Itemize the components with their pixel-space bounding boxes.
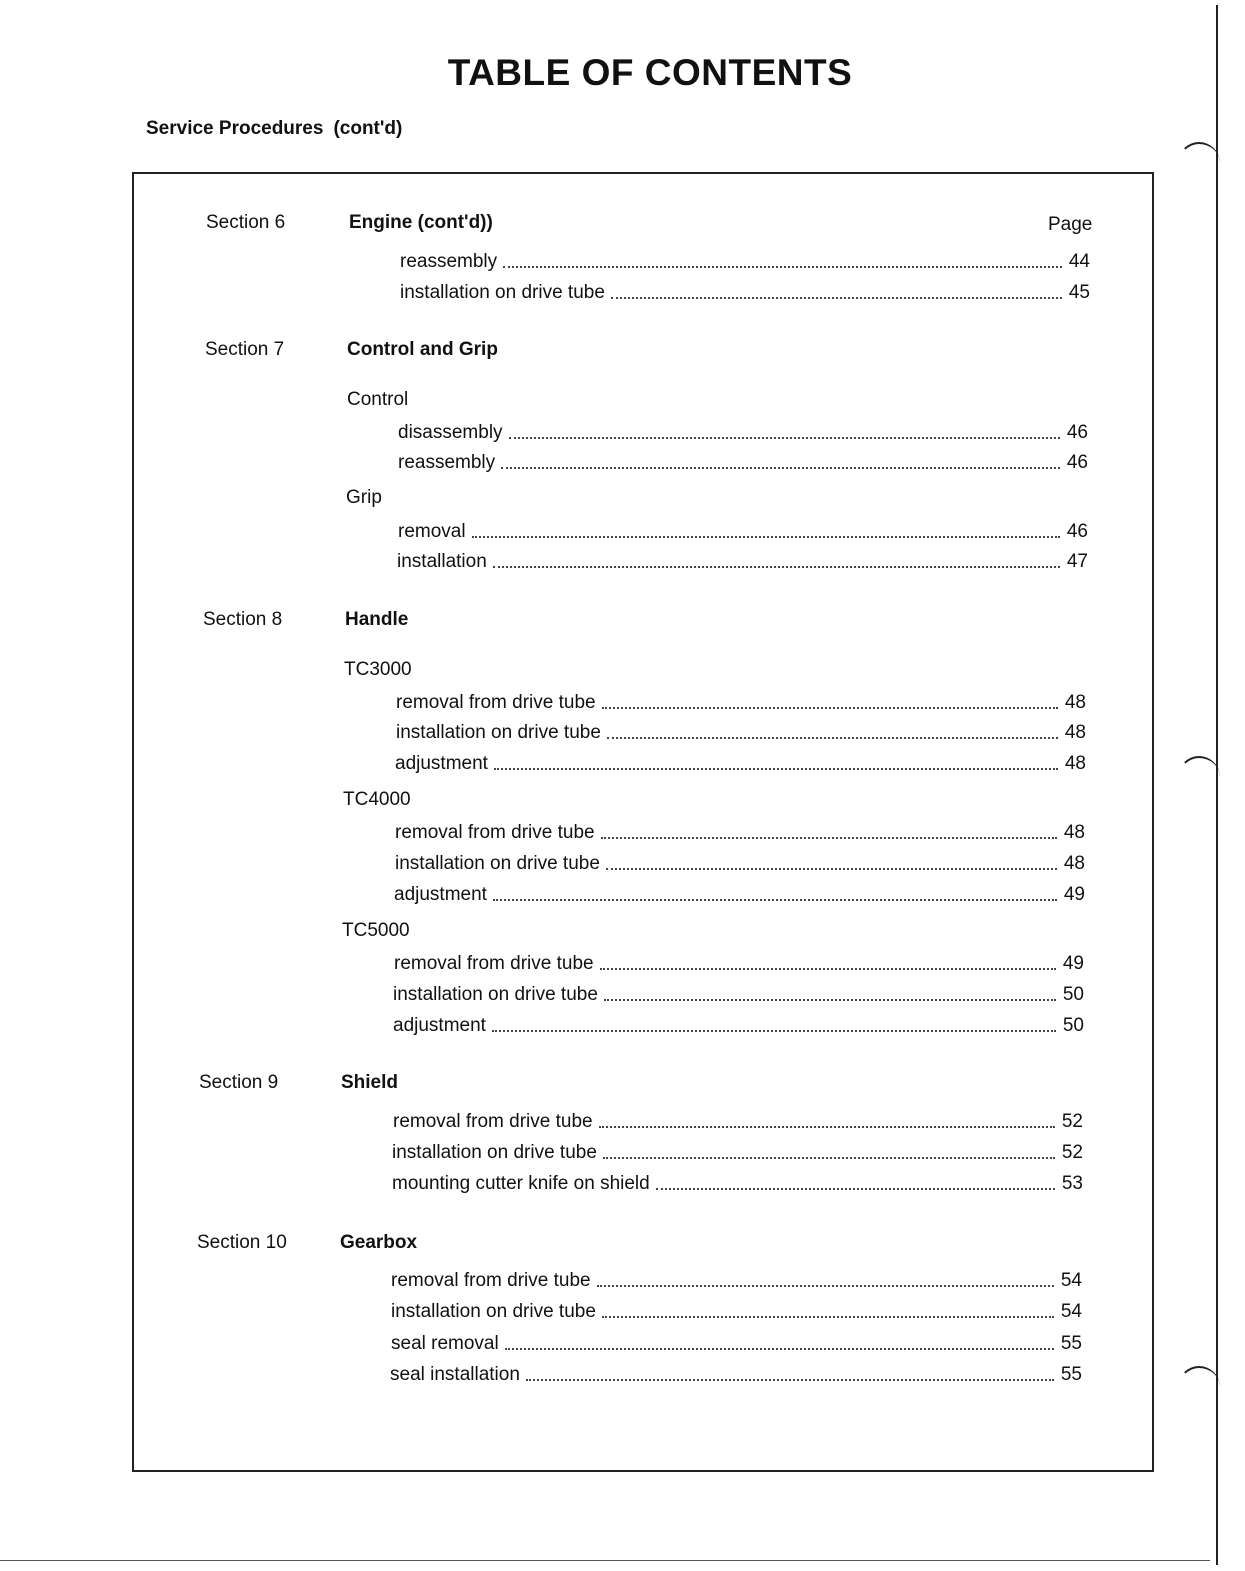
dot-leader [492, 1030, 1056, 1032]
entry-text: installation on drive tube [392, 1142, 597, 1163]
toc-entry[interactable] [392, 1140, 1083, 1164]
toc-entry[interactable] [400, 249, 1090, 273]
entry-page: 45 [1068, 282, 1090, 303]
toc-entry[interactable] [397, 549, 1088, 573]
entry-page: 52 [1061, 1111, 1083, 1132]
toc-entry[interactable] [398, 519, 1088, 543]
entry-text: removal [398, 521, 466, 542]
entry-page: 55 [1060, 1333, 1082, 1354]
group-heading: TC3000 [344, 659, 412, 680]
dot-leader [607, 737, 1058, 739]
binder-ring-mark [1178, 1366, 1220, 1406]
entry-page: 48 [1064, 692, 1086, 713]
entry-text: installation on drive tube [391, 1301, 596, 1322]
subtitle-cont: (cont'd) [333, 118, 403, 139]
dot-leader [601, 837, 1057, 839]
entry-page: 53 [1061, 1173, 1083, 1194]
toc-entry[interactable] [391, 1268, 1082, 1292]
entry-page: 48 [1063, 853, 1085, 874]
dot-leader [526, 1379, 1054, 1381]
entry-text: installation [397, 551, 487, 572]
dot-leader [603, 1157, 1055, 1159]
entry-page: 54 [1060, 1301, 1082, 1322]
entry-page: 48 [1064, 753, 1086, 774]
page-title: TABLE OF CONTENTS [447, 52, 853, 93]
entry-text: reassembly [398, 452, 496, 473]
entry-text: removal from drive tube [391, 1270, 591, 1291]
toc-entry[interactable] [394, 951, 1084, 975]
section-label: Section 7 [205, 339, 285, 360]
entry-page: 52 [1061, 1142, 1083, 1163]
dot-leader [656, 1188, 1055, 1190]
entry-page: 44 [1068, 251, 1090, 272]
entry-text: seal removal [391, 1333, 499, 1354]
subtitle [146, 118, 402, 140]
dot-leader [494, 768, 1058, 770]
entry-text: adjustment [395, 753, 488, 774]
section-title: Shield [341, 1072, 399, 1093]
entry-text: removal from drive tube [393, 1111, 593, 1132]
dot-leader [501, 467, 1060, 469]
dot-leader [509, 437, 1060, 439]
entry-page: 47 [1066, 551, 1088, 572]
toc-entry[interactable] [394, 882, 1085, 906]
dot-leader [602, 707, 1058, 709]
entry-text: disassembly [398, 422, 503, 443]
dot-leader [599, 1126, 1055, 1128]
dot-leader [606, 868, 1057, 870]
entry-page: 48 [1063, 822, 1085, 843]
section-label: Section 6 [206, 212, 286, 233]
entry-page: 50 [1062, 984, 1084, 1005]
group-heading: Grip [346, 487, 382, 508]
toc-entry[interactable] [393, 1013, 1084, 1037]
section-title: Control and Grip [347, 339, 498, 360]
toc-entry[interactable] [398, 420, 1088, 444]
entry-page: 46 [1066, 452, 1088, 473]
section-title: Engine (cont'd)) [349, 212, 493, 233]
entry-text: adjustment [394, 884, 487, 905]
dot-leader [611, 297, 1062, 299]
section-title: Gearbox [340, 1232, 418, 1253]
entry-text: reassembly [400, 251, 498, 272]
section-title: Handle [345, 609, 409, 630]
toc-entry[interactable] [391, 1299, 1082, 1323]
dot-leader [503, 266, 1062, 268]
entry-page: 46 [1066, 521, 1088, 542]
toc-entry[interactable] [396, 720, 1086, 744]
toc-entry[interactable] [396, 690, 1086, 714]
toc-entry[interactable] [395, 820, 1085, 844]
binder-ring-mark [1178, 142, 1220, 182]
entry-text: mounting cutter knife on shield [392, 1173, 650, 1194]
entry-text: installation on drive tube [400, 282, 605, 303]
group-heading: TC4000 [343, 789, 411, 810]
section-label: Section 10 [197, 1232, 287, 1253]
dot-leader [602, 1316, 1054, 1318]
toc-entry[interactable] [393, 982, 1084, 1006]
entry-page: 48 [1064, 722, 1086, 743]
dot-leader [597, 1285, 1054, 1287]
group-heading: Control [347, 389, 409, 410]
entry-page: 55 [1060, 1364, 1082, 1385]
toc-entry[interactable] [393, 1109, 1083, 1133]
dot-leader [505, 1348, 1054, 1350]
entry-text: installation on drive tube [396, 722, 601, 743]
entry-text: adjustment [393, 1015, 486, 1036]
page-column-header: Page [1048, 214, 1093, 235]
toc-entry[interactable] [400, 280, 1090, 304]
subtitle-main: Service Procedures [146, 118, 324, 139]
entry-text: removal from drive tube [394, 953, 594, 974]
toc-entry[interactable] [391, 1331, 1082, 1355]
toc-entry[interactable] [395, 751, 1086, 775]
dot-leader [604, 999, 1056, 1001]
entry-text: installation on drive tube [395, 853, 600, 874]
entry-text: installation on drive tube [393, 984, 598, 1005]
dot-leader [472, 536, 1060, 538]
entry-text: removal from drive tube [395, 822, 595, 843]
binder-ring-mark [1178, 756, 1220, 796]
scan-bottom-edge [0, 1560, 1210, 1561]
section-label: Section 8 [203, 609, 283, 630]
toc-entry[interactable] [398, 450, 1088, 474]
toc-entry[interactable] [395, 851, 1085, 875]
entry-page: 46 [1066, 422, 1088, 443]
toc-entry[interactable] [392, 1171, 1083, 1195]
entry-text: seal installation [390, 1364, 520, 1385]
entry-text: removal from drive tube [396, 692, 596, 713]
dot-leader [493, 899, 1057, 901]
group-heading: TC5000 [342, 920, 410, 941]
dot-leader [493, 566, 1060, 568]
section-label: Section 9 [199, 1072, 279, 1093]
entry-page: 49 [1062, 953, 1084, 974]
entry-page: 50 [1062, 1015, 1084, 1036]
entry-page: 54 [1060, 1270, 1082, 1291]
dot-leader [600, 968, 1056, 970]
toc-entry[interactable] [390, 1362, 1082, 1386]
entry-page: 49 [1063, 884, 1085, 905]
